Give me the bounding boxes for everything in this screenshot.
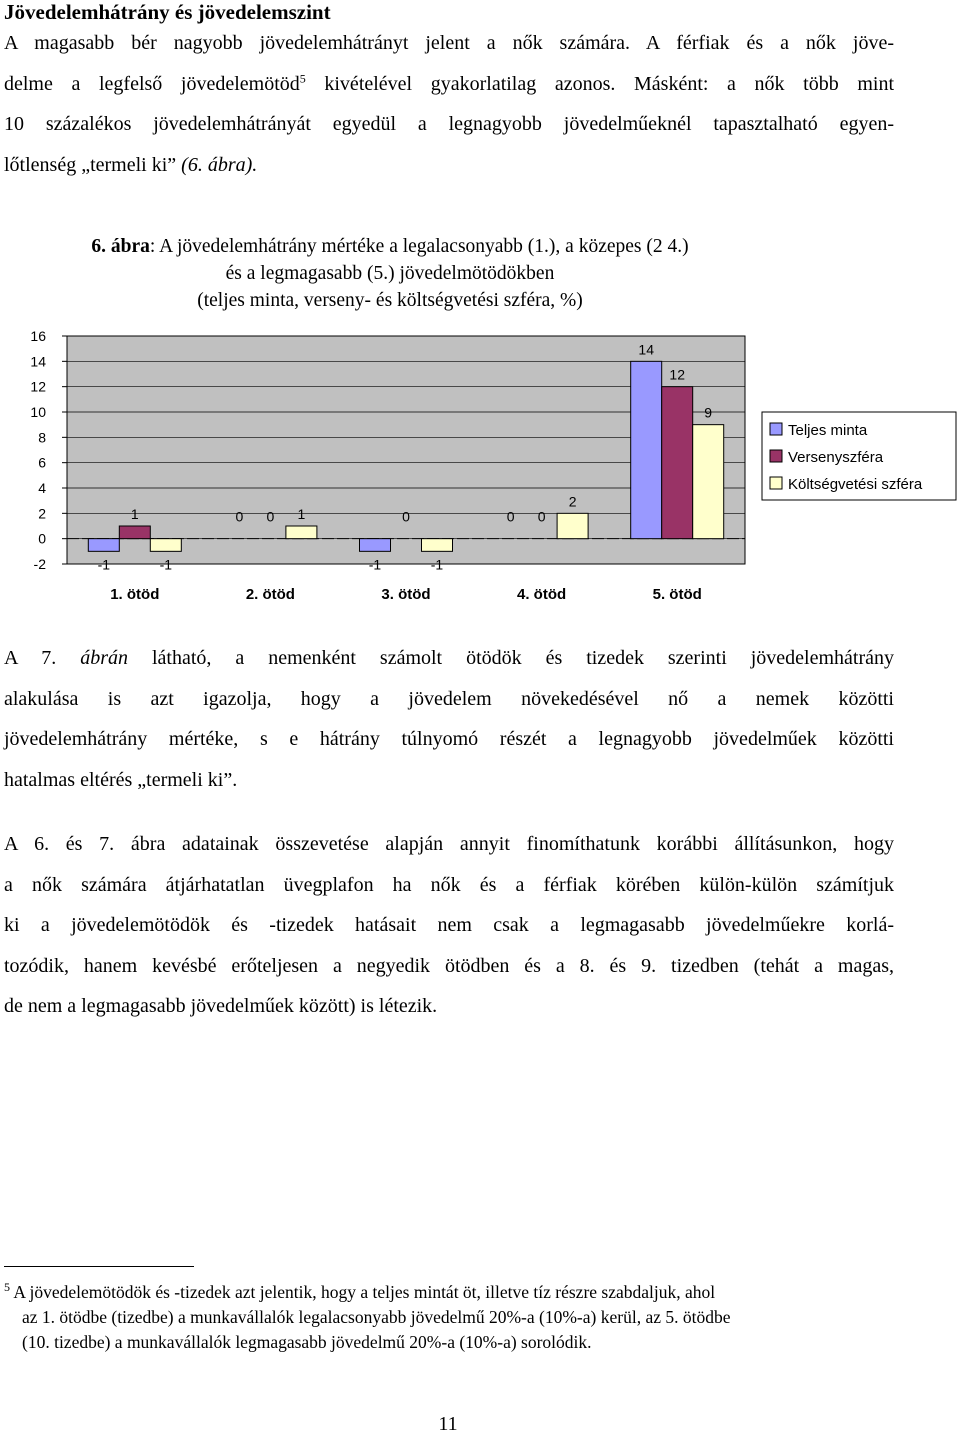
paragraph-comparison — [4, 824, 894, 1027]
footnote-separator — [4, 1266, 194, 1267]
bar — [557, 513, 588, 538]
data-label: -1 — [97, 556, 111, 573]
footnote-text: A jövedelemötödök és -tizedek azt jelentik, hogy a teljes mintát öt, illetve tíz részre szabdaljuk, ahol — [10, 1282, 716, 1302]
data-label: 0 — [537, 508, 546, 525]
paragraph-line: tozódik, hanem kevésbé erőteljesen a negyedik ötödben és a 8. és 9. tizedben (tehát a magas, — [4, 954, 894, 977]
legend-swatch — [770, 450, 782, 462]
text-run: lőtlenség „termeli ki” — [4, 153, 177, 176]
paragraph-line: alakulása is azt igazolja, hogy a jövedelem növekedésével nő a nemek közötti — [4, 687, 894, 710]
x-tick-label: 1. ötöd — [110, 586, 160, 603]
legend-label: Versenyszféra — [788, 449, 884, 466]
data-label: -1 — [159, 556, 173, 573]
footnote-line: az 1. ötödbe (tizedbe) a munkavállalók legalacsonyabb jövedelmű 20%-a (10%-a) kerül, az 5. ötödbe — [22, 1307, 731, 1327]
caption-line: (teljes minta, verseny- és költségvetési szféra, %) — [197, 290, 583, 311]
paragraph-line: A 6. és 7. ábra adatainak összevetése alapján annyit finomíthatunk korábbi állításunkon, hogy — [4, 833, 894, 855]
paragraph-line — [4, 638, 894, 679]
bar — [662, 387, 693, 539]
y-tick-label: 12 — [30, 378, 46, 395]
x-tick-label: 4. ötöd — [517, 586, 567, 603]
data-label: 0 — [506, 508, 515, 525]
paragraph-line: jövedelemhátrány mértéke, s e hátrány túlnyomó részét a legnagyobb jövedelműek közötti — [4, 728, 894, 750]
footnote-marker: 5 — [4, 1280, 10, 1295]
data-label: 1 — [297, 506, 306, 522]
data-label: 1 — [130, 506, 139, 522]
y-tick-label: 16 — [30, 328, 46, 344]
caption-line — [60, 233, 720, 260]
x-tick-label: 5. ötöd — [652, 586, 702, 603]
paragraph-line — [4, 64, 894, 105]
bar — [422, 539, 453, 552]
data-label: 0 — [235, 508, 244, 525]
data-label: 14 — [638, 341, 654, 358]
section-heading: Jövedelemhátrány és jövedelemszint — [4, 0, 331, 24]
footnote-line — [4, 1280, 904, 1305]
bar — [360, 539, 391, 552]
x-tick-label: 3. ötöd — [381, 586, 431, 603]
figure-caption — [60, 233, 720, 314]
x-tick-label: 2. ötöd — [245, 586, 295, 603]
caption-line: és a legmagasabb (5.) jövedelmötödökben — [225, 263, 555, 284]
y-tick-label: 8 — [38, 429, 46, 446]
data-label: 2 — [568, 493, 577, 510]
paragraph-line: a nők számára átjárhatatlan üvegplafon ha nők és a férfiak körében külön-külön számítjuk — [4, 873, 894, 896]
footnote-line: (10. tizedbe) a munkavállalók legmagasabb jövedelmű 20%-a (10%-a) sorolódik. — [22, 1332, 592, 1352]
bar — [286, 526, 317, 539]
bar — [693, 425, 724, 539]
text-run: látható, a nemenként számolt ötödök és tizedek szerinti jövedelemhátrány — [128, 647, 894, 669]
figure-reference: ábrán — [80, 647, 129, 669]
bar — [150, 539, 181, 552]
y-tick-label: -2 — [33, 556, 46, 572]
bar — [88, 539, 119, 552]
paragraph-line — [4, 145, 894, 186]
y-tick-label: 6 — [38, 454, 46, 471]
paragraph-figure7 — [4, 638, 894, 800]
y-tick-label: 2 — [38, 505, 46, 522]
caption-text: : A jövedelemhátrány mértéke a legalacsonyabb (1.), a közepes (2 4.) — [149, 236, 689, 257]
paragraph-line: 10 százalékos jövedelemhátrányát egyedül a legnagyobb jövedelműeknél tapasztalható egyen- — [4, 113, 894, 135]
data-label: 9 — [704, 404, 713, 421]
footnote-ref[interactable]: 5 — [299, 70, 306, 85]
data-label: -1 — [368, 556, 382, 573]
y-tick-label: 14 — [30, 353, 46, 370]
legend-label: Teljes minta — [788, 422, 868, 439]
figure-reference: (6. ábra). — [181, 153, 258, 176]
y-tick-label: 0 — [38, 530, 46, 547]
y-tick-label: 10 — [30, 404, 46, 420]
data-label: 0 — [266, 508, 275, 525]
page-number: 11 — [438, 1413, 458, 1435]
text-run: delme a legfelső jövedelemötöd — [4, 72, 300, 95]
paragraph-line: de nem a legmagasabb jövedelműek között) is létezik. — [4, 995, 438, 1017]
paragraph-line: hatalmas eltérés „termeli ki”. — [4, 768, 238, 791]
data-label: -1 — [430, 556, 444, 573]
paragraph-income-gap — [4, 23, 894, 185]
y-tick-label: 4 — [38, 480, 46, 496]
footnote — [4, 1280, 904, 1355]
paragraph-line: A magasabb bér nagyobb jövedelemhátrányt jelent a nők számára. A férfiak és a nők jöve- — [4, 32, 894, 54]
bar — [119, 526, 150, 539]
data-label: 12 — [669, 366, 685, 383]
text-run: kivételével gyakorlatilag azonos. Másként: a nők több mint — [305, 72, 895, 95]
legend-label: Költségvetési szféra — [788, 476, 923, 493]
text-run: A 7. — [4, 647, 81, 669]
caption-label: 6. ábra — [91, 236, 150, 257]
legend-swatch — [770, 477, 782, 489]
paragraph-line: ki a jövedelemötödök és -tizedek hatásait nem csak a legmagasabb jövedelműekre korlá- — [4, 914, 894, 936]
data-label: 0 — [402, 508, 410, 525]
bar — [631, 361, 662, 538]
bar-chart — [0, 320, 960, 620]
legend-swatch — [770, 423, 782, 435]
